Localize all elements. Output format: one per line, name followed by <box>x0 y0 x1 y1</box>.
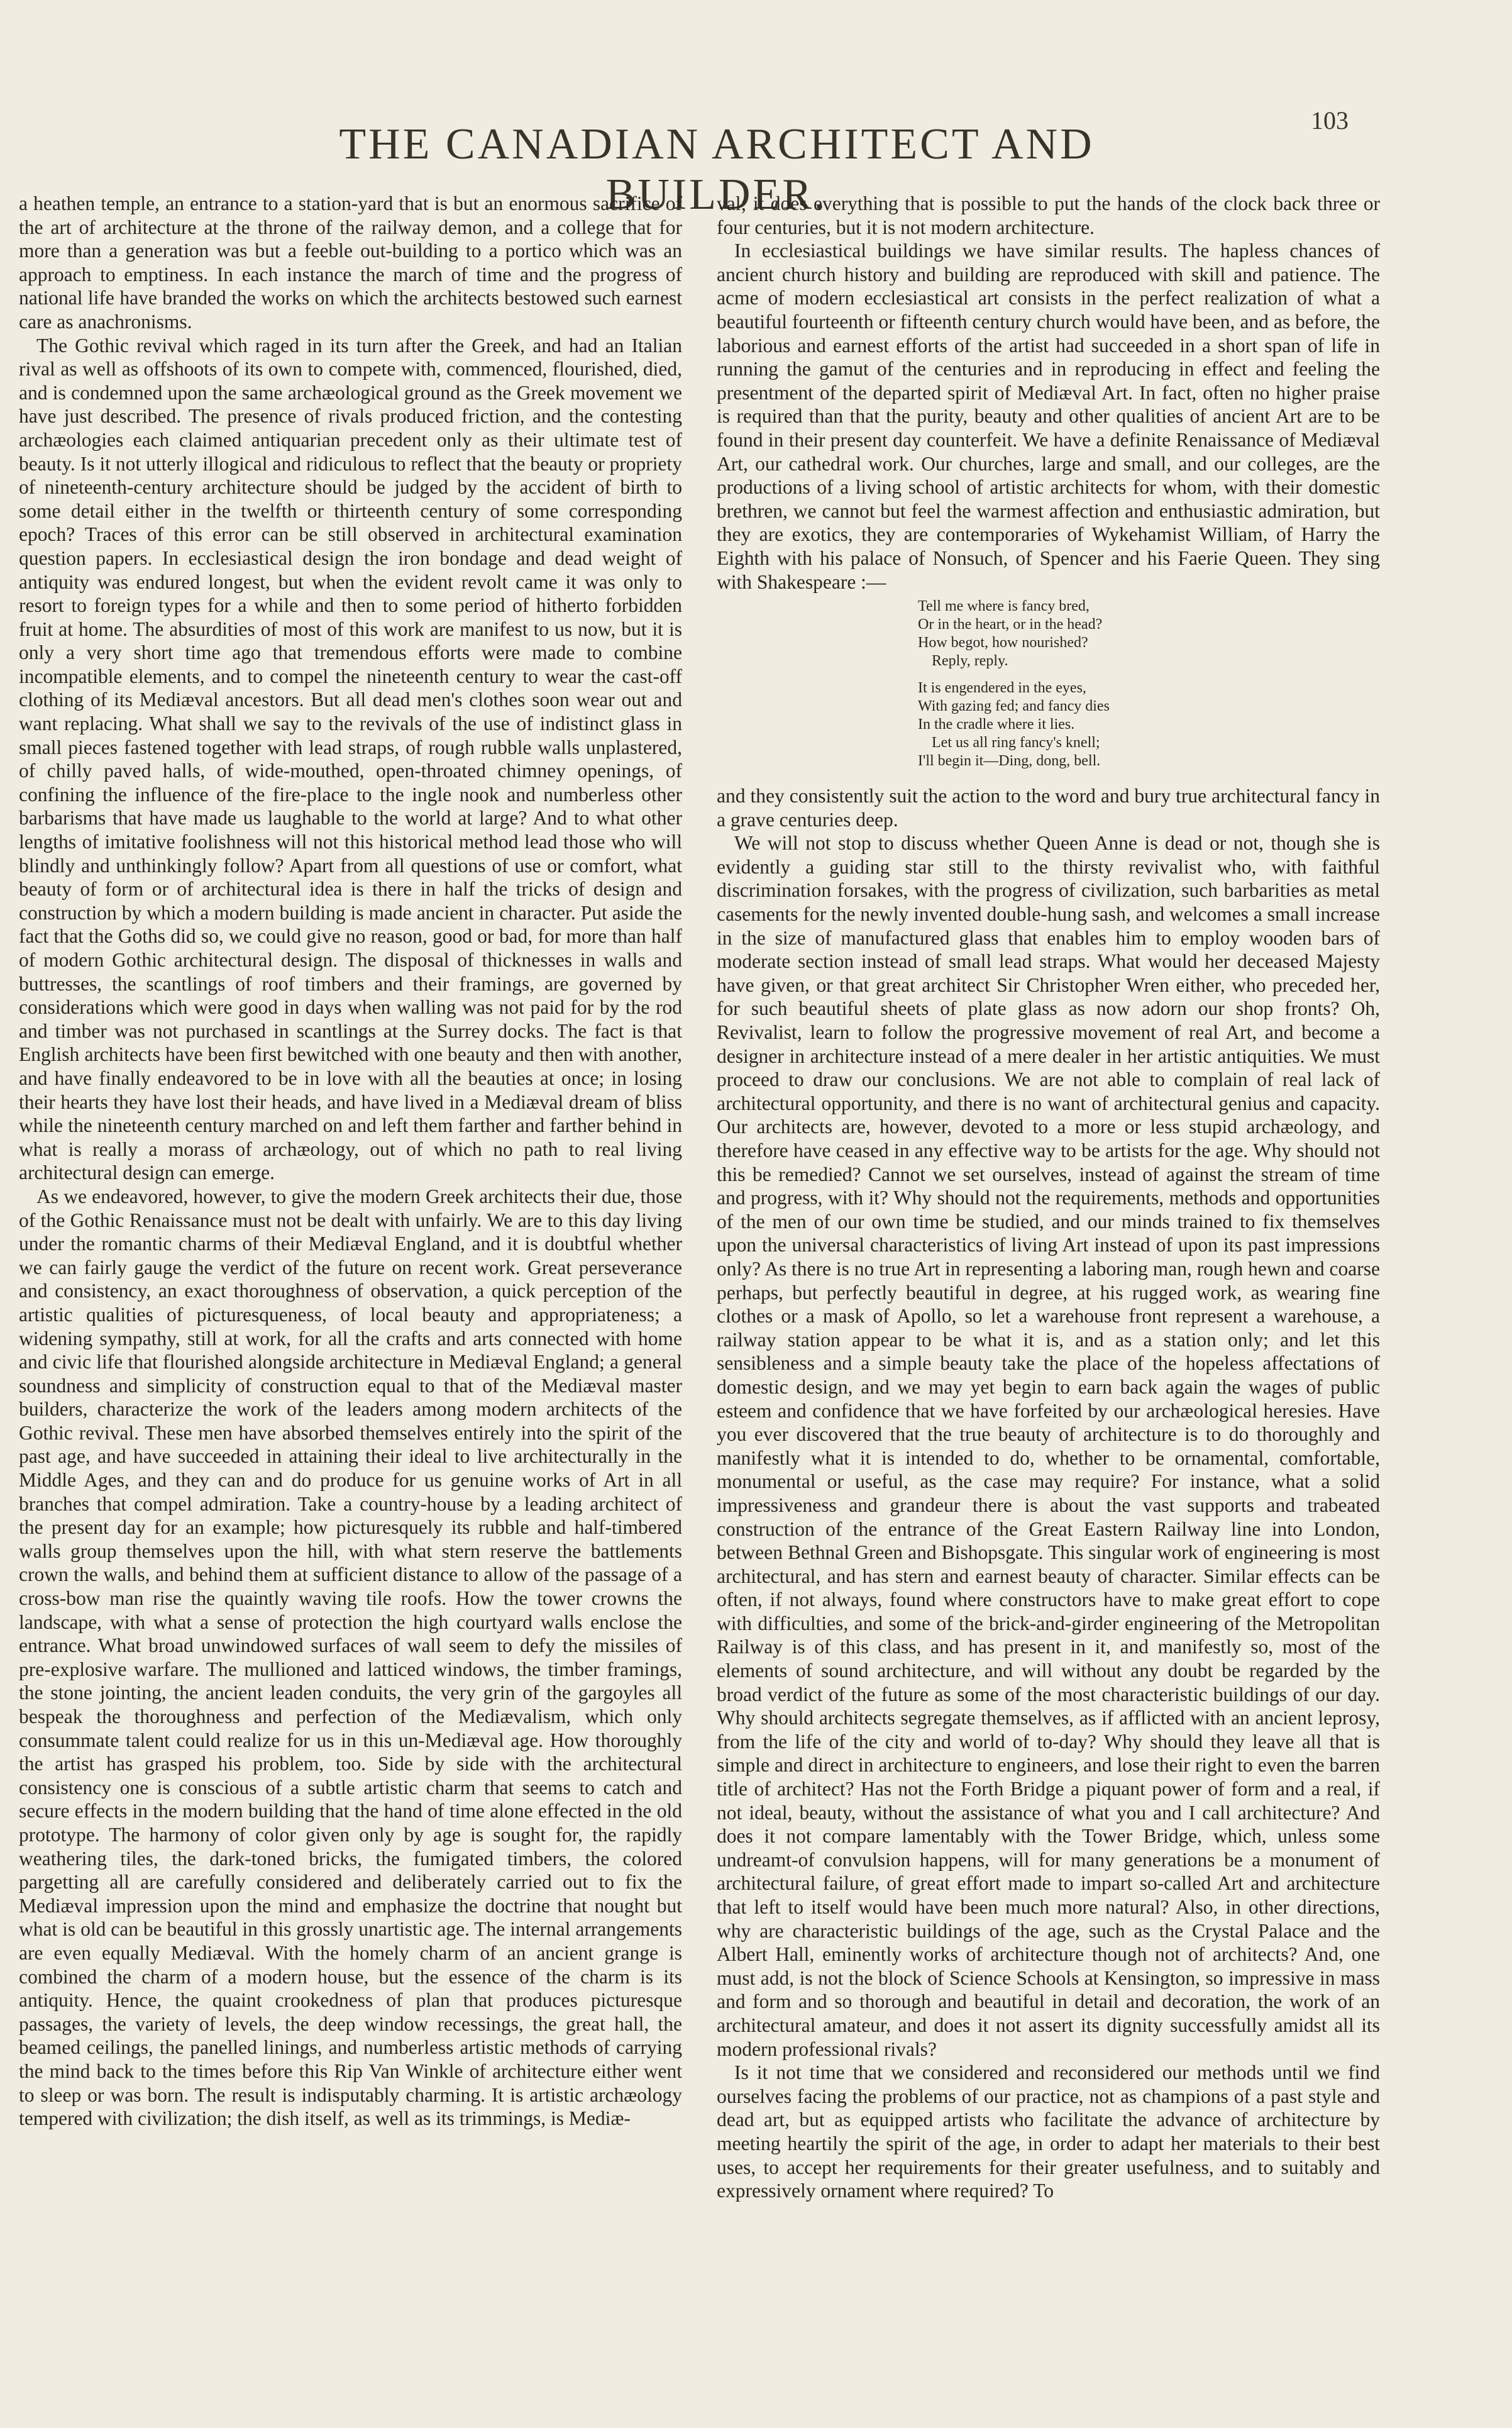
paragraph: Is it not time that we considered and reconsidered our methods until we find ourselves facing the problems of our practice, not as champions of a past style and dead art, but as equipped artists who facilitate the advance of architecture by meeting heartily the spirit of the age, in order to adapt her materials to their best uses, to accept her requirements for their greater usefulness, and to suitably and expressively ornament where required? To <box>717 2061 1380 2202</box>
left-column <box>19 192 682 2131</box>
quoted-poem <box>918 597 1380 770</box>
paragraph: The Gothic revival which raged in its turn after the Greek, and had an Italian rival as well as offshoots of its own to compete with, commenced, flourished, died, and is condemned upon the same archæological ground as the Greek movement we have just described. The presence of rivals produced friction, and the contesting archæologies each claimed antiquarian precedent only as their ultimate test of beauty. Is it not utterly illogical and ridiculous to reflect that the beauty or propriety of nineteenth-century architecture should be judged by the accident of birth to some detail either in the twelfth or thirteenth century of some corresponding epoch? Traces of this error can be still observed in architectural examination question papers. In ecclesiastical design the iron bondage and dead weight of antiquity was endured longest, but when the evident revolt came it was only to resort to foreign types for a while and then to some period of hitherto forbidden fruit at home. The absurdities of most of this work are manifest to us now, but it is only a very short time ago that tremendous efforts were made to combine incompatible elements, and to compel the nineteenth century to wear the cast-off clothing of its Mediæval ancestors. But all dead men's clothes soon wear out and want replacing. What shall we say to the revivals of the use of indistinct glass in small pieces fastened together with lead straps, of rough rubble walls unplastered, of chilly paved halls, of wide-mouthed, open-throated chimney openings, of confining the influence of the fire-place to the ingle nook and numberless other barbarisms that have made us laughable to the world at large? And to what other lengths of imitative foolishness will not this historical method lead those who will blindly and unthinkingly follow? Apart from all questions of use or comfort, what beauty of form or of architectural idea is there in half the tricks of design and construction by which a modern building is made ancient in character. Put aside the fact that the Goths did so, we could give no reason, good or bad, for more than half of modern Gothic architectural design. The disposal of thicknesses in walls and buttresses, the scantlings of roof timbers and their framings, are governed by considerations which were good in days when walling was not paid for by the rod and timber was not purchased in scantlings at the Surrey docks. The fact is that English architects have been first bewitched with one beauty and then with another, and have finally endeavored to be in love with all the beauties at once; in losing their hearts they have lost their heads, and have lived in a Mediæval dream of bliss while the nineteenth century marched on and left them farther and farther behind in what is really a morass of archæology, out of which no path to real living architectural design can emerge. <box>19 334 682 1184</box>
right-column <box>717 192 1380 2203</box>
poem-line: I'll begin it—Ding, dong, bell. <box>918 753 1101 770</box>
journal-title: THE CANADIAN ARCHITECT AND BUILDER. <box>339 120 1095 219</box>
poem-line: How begot, how nourished? <box>918 635 1088 651</box>
paragraph: val; it does everything that is possible to put the hands of the clock back three or four centuries, but it is not modern architecture. <box>717 192 1380 238</box>
paragraph: In ecclesiastical buildings we have similar results. The hapless chances of ancient church history and building are reproduced with skill and patience. The acme of modern ecclesiastical art consists in the perfect realization of what a beautiful fourteenth or fifteenth century church would have been, and as before, the laborious and earnest efforts of the artist had succeeded in a short span of life in running the gamut of the centuries and in reproducing in effect and feeling the presentment of the departed spirit of Mediæval Art. In fact, often no higher praise is required than that the purity, beauty and other qualities of ancient Art are to be found in their present day counterfeit. We have a definite Renaissance of Mediæval Art, our cathedral work. Our churches, large and small, and our colleges, are the productions of a living school of artistic architects for whom, with their domestic brethren, we cannot but feel the warmest affection and enthusiastic admiration, but they are exotics, they are contemporaries of Wykehamist William, of Harry the Eighth with his palace of Nonsuch, of Spencer and his Faerie Queen. They sing with Shakespeare :— <box>717 240 1380 593</box>
paragraph: and they consistently suit the action to the word and bury true architectural fancy in a grave centuries deep. <box>717 785 1380 831</box>
poem-line: In the cradle where it lies. <box>918 716 1075 733</box>
poem-stanza <box>918 597 1380 670</box>
paragraph: As we endeavored, however, to give the modern Greek architects their due, those of the Gothic Renaissance must not be dealt with unfairly. We are to this day living under the romantic charms of their Mediæval England, and it is doubtful whether we can fairly gauge the verdict of the future on recent work. Great perseverance and consistency, an exact thoroughness of observation, a quick perception of the artistic qualities of picturesqueness, of local beauty and appropriateness; a widening sympathy, still at work, for all the crafts and arts connected with home and civic life that flourished alongside architecture in Mediæval England; a general soundness and simplicity of construction equal to that of the Mediæval master builders, characterize the work of the leaders among modern architects of the Gothic revival. These men have absorbed themselves entirely into the spirit of the past age, and have succeeded in attaining their ideal to live architecturally in the Middle Ages, and they can and do produce for us genuine works of Art in all branches that compel admiration. Take a country-house by a leading architect of the present day for an example; how picturesquely its rubble and half-timbered walls group themselves upon the hill, with what stern reserve the battlements crown the walls, and behind them at sufficient distance to allow of the passage of a cross-bow man rise the quaintly waving tile roofs. How the tower crowns the landscape, with what a sense of protection the high courtyard walls enclose the entrance. What broad unwindowed surfaces of wall seem to defy the missiles of pre-explosive warfare. The mullioned and latticed windows, the timber framings, the stone jointing, the ancient leaden conduits, the very grin of the gargoyles all bespeak the thoroughness and perfection of the Mediævalism, which only consummate talent could realize for us in this un-Mediæval age. How thoroughly the artist has grasped his problem, too. Side by side with the architectural consistency one is conscious of a subtle artistic charm that seems to catch and secure effects in the modern building that the hand of time alone effected in the old prototype. The harmony of color given only by age is sought for, the rapidly weathering tiles, the dark-toned bricks, the fumigated timbers, the colored pargetting all are carefully considered and deliberately carried out to fix the Mediæval impression upon the mind and emphasize the doctrine that nought but what is old can be beautiful in this grossly unartistic age. The internal arrangements are even equally Mediæval. With the homely charm of an ancient grange is combined the charm of a modern house, but the essence of the charm is its antiquity. Hence, the quaint crookedness of plan that produces picturesque passages, the variety of levels, the deep window recessings, the great hall, the beamed ceilings, the panelled linings, and numberless artistic methods of carrying the mind back to the times before this Rip Van Winkle of architecture either went to sleep or was born. The result is indisputably charming. It is artistic archæology tempered with civilization; the dish itself, as well as its trimmings, is Mediæ- <box>19 1185 682 2130</box>
poem-line: Reply, reply. <box>932 653 1008 670</box>
poem-line: Let us all ring fancy's knell; <box>932 734 1100 751</box>
poem-line: Tell me where is fancy bred, <box>918 598 1090 615</box>
poem-line: Or in the heart, or in the head? <box>918 616 1103 633</box>
paragraph: a heathen temple, an entrance to a station-yard that is but an enormous sacrifice of the art of architecture at the throne of the railway demon, and a college that for more than a generation was but a feeble out-building to a portico which was an approach to emptiness. In each instance the march of time and the progress of national life have branded the works on which the architects bestowed such earnest care as anachronisms. <box>19 192 682 333</box>
poem-line: With gazing fed; and fancy dies <box>918 698 1110 715</box>
page-number: 103 <box>1311 106 1349 135</box>
poem-stanza <box>918 679 1380 770</box>
paragraph: We will not stop to discuss whether Queen Anne is dead or not, though she is evidently a guiding star still to the thirsty revivalist who, with faithful discrimination forsakes, with the progress of civilization, such barbarities as metal casements for the newly invented double-hung sash, and welcomes a small increase in the size of manufactured glass that enables him to employ wooden bars of moderate section instead of small lead straps. What would her deceased Majesty have given, or that great architect Sir Christopher Wren either, who preceded her, for such beautiful sheets of plate glass as now adorn our shop fronts? Oh, Revivalist, learn to follow the progressive movement of real Art, and become a designer in architecture instead of a mere dealer in her artistic antiquities. We must proceed to draw our conclusions. We are not able to complain of real lack of architectural opportunity, and there is no want of architectural genius and capacity. Our architects are, however, devoted to a more or less stupid archæology, and therefore have ceased in any effective way to be artists for the age. Why should not this be remedied? Cannot we set ourselves, instead of against the stream of time and progress, with it? Why should not the requirements, methods and opportunities of the men of our own time be studied, and our minds trained to fix themselves upon the universal characteristics of living Art instead of upon its past impressions only? As there is no true Art in representing a laboring man, rough hewn and coarse perhaps, but perfectly beautiful in degree, at his rugged work, as wearing fine clothes or a mask of Apollo, so let a warehouse front represent a warehouse, a railway station appear to be what it is, and as a station only; and let this sensibleness and a simple beauty take the place of the hopeless affectations of domestic design, and we may yet begin to earn back again the wages of public esteem and confidence that we have forfeited by our archæological heresies. Have you ever discovered that the true beauty of architecture is to do thoroughly and manifestly what it is intended to do, whether to be ornamental, comfortable, monumental or useful, as the case may require? For instance, what a solid impressiveness and grandeur there is about the vast supports and trabeated construction of the entrance of the Great Eastern Railway line into London, between Bethnal Green and Bishopsgate. This singular work of engineering is most architectural, and has stern and earnest beauty of character. Similar effects can be often, if not always, found where constructors have to make great effort to cope with difficulties, and some of the brick-and-girder engineering of the Metropolitan Railway is of this class, and has present in it, and manifestly so, most of the elements of sound architecture, and will without any doubt be regarded by the broad verdict of the future as some of the most characteristic buildings of our day. Why should architects segregate themselves, as if afflicted with an ancient leprosy, from the life of the city and world of to-day? Why should they leave all that is simple and direct in architecture to engineers, and lose their right to even the barren title of architect? Has not the Forth Bridge a piquant power of form and a real, if not ideal, beauty, without the assistance of what you and I call architecture? And does it not compare lamentably with the Tower Bridge, which, unless some undreamt-of convulsion happens, will for many generations be a monument of architectural failure, of great effort made to impart so-called Art and architecture that left to itself would have been much more natural? Also, in other directions, why are characteristic buildings of the age, such as the Crystal Palace and the Albert Hall, eminently works of architecture though not of architects? And, one must add, is not the block of Science Schools at Kensington, so impressive in mass and form and so thorough and beautiful in detail and decoration, the work of an architectural amateur, and does it not assert its dignity successfully amidst all its modern professional rivals? <box>717 832 1380 2060</box>
poem-line: It is engendered in the eyes, <box>918 680 1086 697</box>
